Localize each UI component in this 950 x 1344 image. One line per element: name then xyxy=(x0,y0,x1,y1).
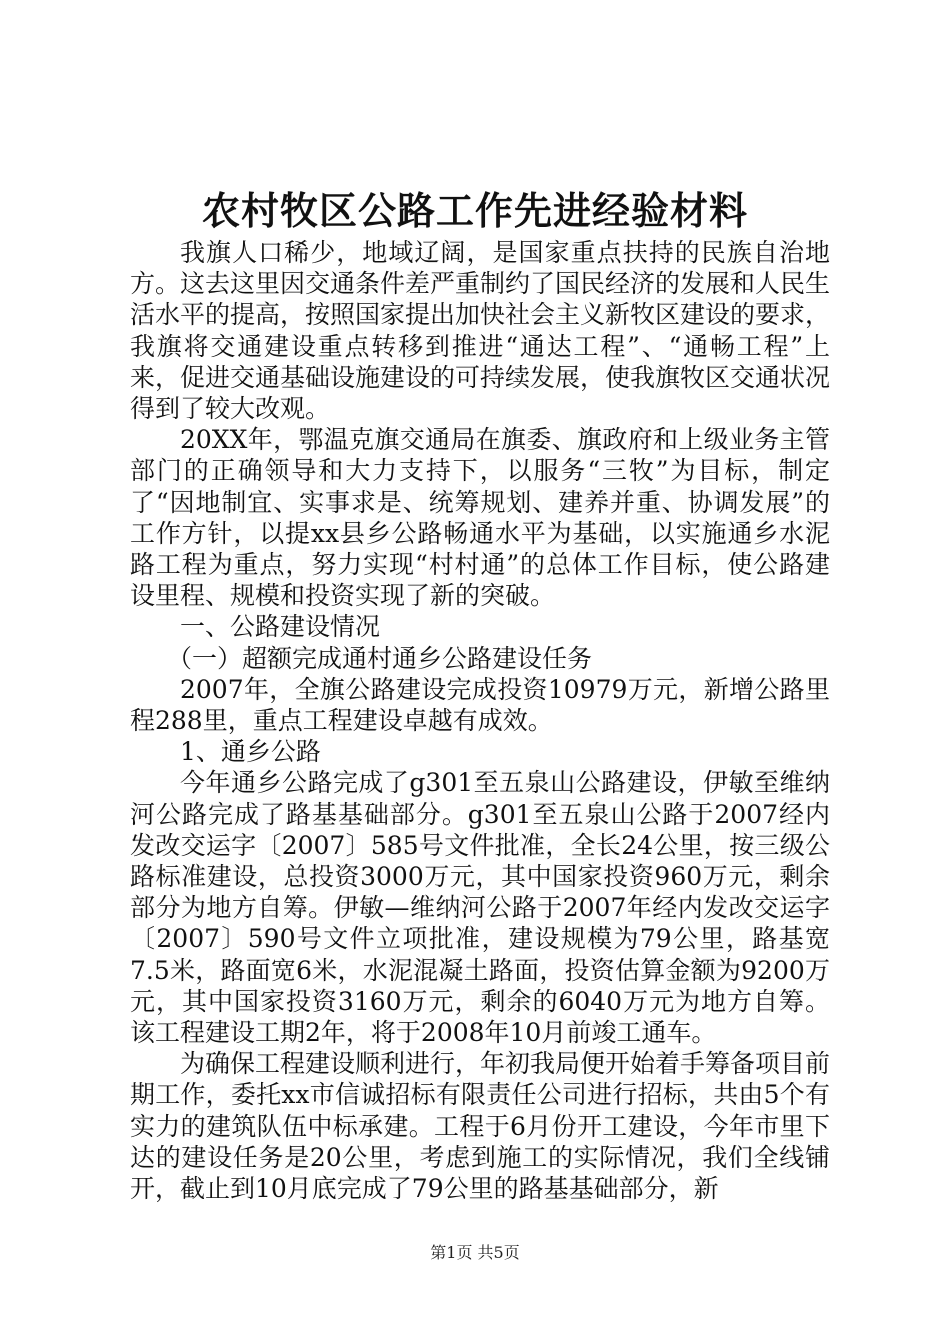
section-heading-1: 一、公路建设情况 xyxy=(180,612,381,642)
paragraph-intro: 我旗人口稀少，地域辽阔，是国家重点扶持的民族自治地方。这去这里因交通条件差严重制约了国民经济的发展和人民生活水平的提高，按照国家提出加快社会主义新牧区建设的要求，我旗将交通建设重点转移到推进“通达工程”、“通畅工程”上来，促进交通基础设施建设的可持续发展，使我旗牧区交通状况得到了较大改观。 xyxy=(130,238,831,424)
paragraph-township-roads: 今年通乡公路完成了g301至五泉山公路建设，伊敏至维纳河公路完成了路基基础部分。g301至五泉山公路于2007经内发改交运字〔2007〕585号文件批准，全长24公里，按三级公路标准建设，总投资3000万元，其中国家投资960万元，剩余部分为地方自筹。伊敏—维纳河公路于2007年经内发改交运字〔2007〕590号文件立项批准，建设规模为79公里，路基宽7.5米，路面宽6米，水泥混凝土路面，投资估算金额为9200万元，其中国家投资3160万元，剩余的6040万元为地方自筹。该工程建设工期2年，将于2008年10月前竣工通车。 xyxy=(130,768,830,1048)
page-footer: 第1页 共5页 xyxy=(430,1243,520,1262)
paragraph-construction: 为确保工程建设顺利进行，年初我局便开始着手筹备项目前期工作，委托xx市信诚招标有限责任公司进行招标，共由5个有实力的建筑队伍中标承建。工程于6月份开工建设，今年市里下达的建设任务是20公里，考虑到施工的实际情况，我们全线铺开，截止到10月底完成了79公里的路基基础部分，新 xyxy=(130,1049,831,1204)
document-body xyxy=(130,237,830,1204)
item-heading-1: 1、通乡公路 xyxy=(180,737,321,767)
paragraph-investment: 2007年，全旗公路建设完成投资10979万元，新增公路里程288里，重点工程建设卓越有成效。 xyxy=(130,674,830,736)
subsection-heading-1: （一）超额完成通村通乡公路建设任务 xyxy=(167,643,593,673)
document-title: 农村牧区公路工作先进经验材料 xyxy=(201,188,748,233)
paragraph-overview: 20XX年，鄂温克旗交通局在旗委、旗政府和上级业务主管部门的正确领导和大力支持下，以服务“三牧”为目标，制定了“因地制宜、实事求是、统筹规划、建养并重、协调发展”的工作方针，以提xx县乡公路畅通水平为基础，以实施通乡水泥路工程为重点，努力实现“村村通”的总体工作目标，使公路建设里程、规模和投资实现了新的突破。 xyxy=(130,425,830,611)
